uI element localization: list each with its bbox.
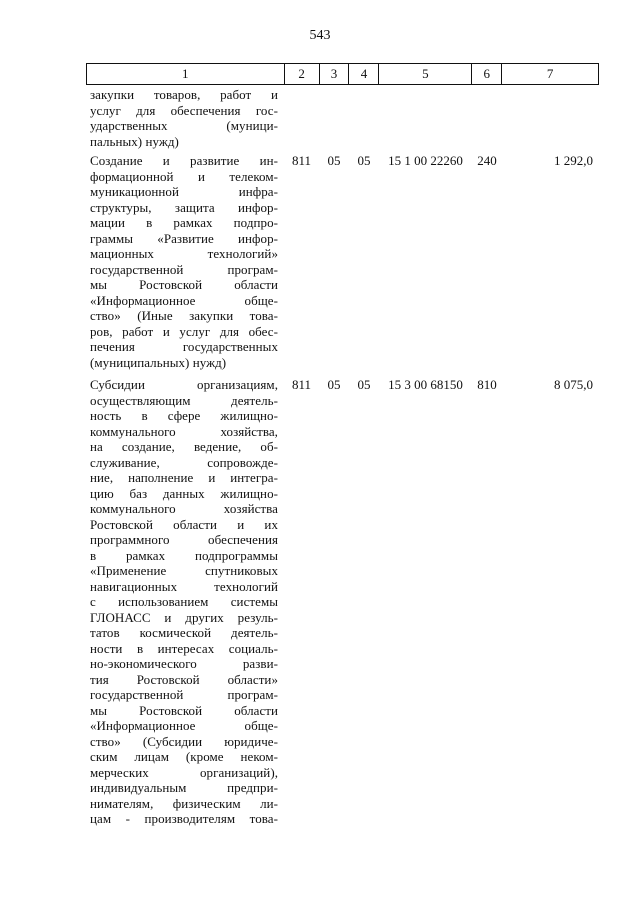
row-description (86, 87, 284, 149)
cell-section: 05 (327, 377, 341, 392)
description-line: «Информационное обще- (90, 292, 278, 308)
description-line: мы Ростовской области (90, 702, 278, 718)
description-line: государственной програм- (90, 687, 278, 702)
description-line: с использованием системы (90, 594, 278, 609)
description-line: Ростовской области и их (90, 516, 278, 532)
description-line: ским лицам (кроме неком- (90, 749, 278, 764)
header-col-5: 5 (379, 64, 472, 84)
cell-target-article (379, 87, 472, 149)
description-line: ние, наполнение и интегра- (90, 470, 278, 485)
header-col-3: 3 (320, 64, 350, 84)
header-col-4: 4 (349, 64, 379, 84)
description-line: пальных) нужд) (90, 133, 179, 149)
description-line: ство» (Субсидии юридиче- (90, 733, 278, 749)
header-col-6: 6 (472, 64, 502, 84)
row-description (86, 153, 284, 370)
description-line: цам - производителям това- (90, 811, 278, 826)
description-line: на создание, ведение, об- (90, 439, 278, 454)
description-line: навигационных технологий (90, 578, 278, 594)
description-line: печения государственных (90, 339, 278, 354)
description-line: татов космической деятель- (90, 625, 278, 640)
row-description (86, 377, 284, 827)
table-row (86, 377, 599, 827)
description-line: тия Ростовской области» (90, 671, 278, 687)
cell-subsection (349, 87, 379, 149)
description-line: служивание, сопровожде- (90, 454, 278, 470)
description-line: формационной и телеком- (90, 168, 278, 184)
table-row (86, 87, 599, 149)
description-line: ГЛОНАСС и других резуль- (90, 609, 278, 625)
cell-expense-type (472, 87, 502, 149)
cell-expense-type: 810 (477, 377, 497, 392)
cell-ministry (284, 87, 319, 149)
cell-subsection: 05 (357, 153, 371, 168)
description-line: нимателям, физическим ли- (90, 795, 278, 811)
cell-amount (502, 87, 599, 149)
description-line: ности в интересах социаль- (90, 640, 278, 656)
description-line: осуществляющим деятель- (90, 392, 278, 408)
cell-amount: 8 075,0 (554, 377, 593, 392)
header-col-1: 1 (87, 64, 285, 84)
header-col-2: 2 (285, 64, 320, 84)
table-header (86, 63, 599, 85)
cell-expense-type: 240 (477, 153, 497, 168)
page-number: 543 (309, 28, 331, 43)
description-line: цию баз данных жилищно- (90, 485, 278, 501)
description-line: структуры, защита инфор- (90, 199, 278, 215)
description-line: мационных технологий» (90, 246, 278, 261)
description-line: государственной програм- (90, 261, 278, 277)
description-line: ударственных (муници- (90, 118, 278, 133)
description-line: мерческих организаций), (90, 764, 278, 780)
description-line: Субсидии организациям, (90, 377, 278, 392)
cell-target-article: 15 3 00 68150 (388, 377, 463, 392)
description-line: ность в сфере жилищно- (90, 408, 278, 423)
description-line: индивидуальным предпри- (90, 780, 278, 795)
cell-target-article: 15 1 00 22260 (388, 153, 463, 168)
description-line: граммы «Развитие инфор- (90, 230, 278, 246)
cell-section: 05 (327, 153, 341, 168)
description-line: «Применение спутниковых (90, 563, 278, 578)
description-line: коммунального хозяйства (90, 501, 278, 516)
description-line: ство» (Иные закупки това- (90, 308, 278, 323)
description-line: мации в рамках подпро- (90, 215, 278, 230)
description-line: ров, работ и услуг для обес- (90, 323, 278, 339)
description-line: в рамках подпрограммы (90, 547, 278, 563)
cell-ministry: 811 (291, 377, 312, 392)
description-line: Создание и развитие ин- (90, 153, 278, 168)
cell-amount: 1 292,0 (554, 153, 593, 168)
cell-subsection: 05 (357, 377, 371, 392)
description-line: мы Ростовской области (90, 277, 278, 292)
description-line: «Информационное обще- (90, 718, 278, 733)
cell-section (319, 87, 349, 149)
description-line: коммунального хозяйства, (90, 423, 278, 439)
description-line: (муниципальных) нужд) (90, 354, 227, 370)
header-col-7: 7 (502, 64, 599, 84)
description-line: но-экономического разви- (90, 656, 278, 671)
description-line: муникационной инфра- (90, 184, 278, 199)
description-line: программного обеспечения (90, 532, 278, 547)
cell-ministry: 811 (291, 153, 312, 168)
table-row (86, 153, 599, 370)
description-line: закупки товаров, работ и (90, 87, 278, 102)
description-line: услуг для обеспечения гос- (90, 102, 278, 118)
